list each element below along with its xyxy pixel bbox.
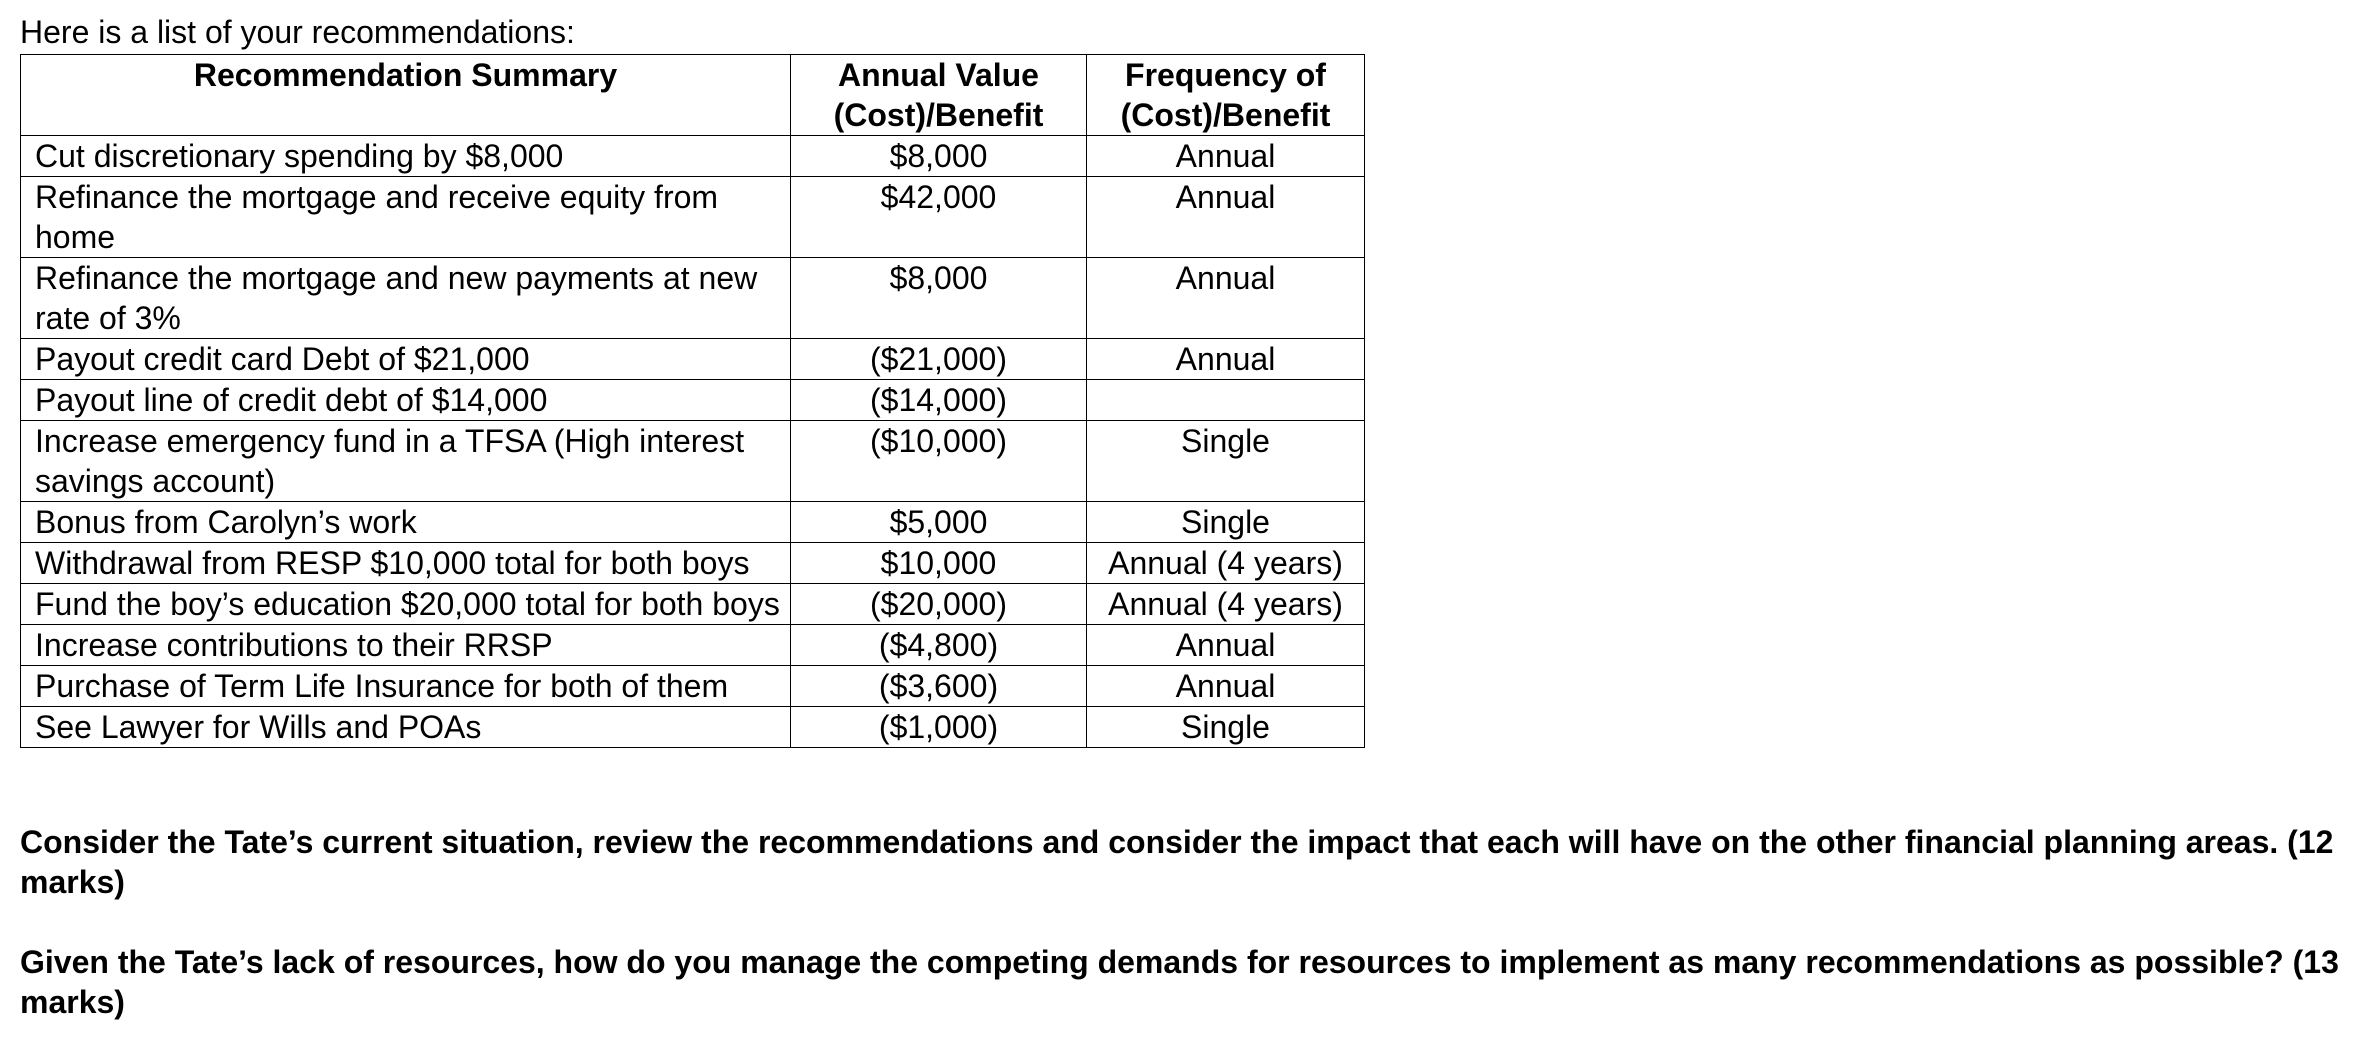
table-row bbox=[21, 136, 1365, 177]
cell-annual-value: $5,000 bbox=[791, 502, 1087, 543]
table-row bbox=[21, 339, 1365, 380]
cell-recommendation: Increase emergency fund in a TFSA (High interest savings account) bbox=[21, 421, 791, 502]
cell-frequency: Annual bbox=[1087, 258, 1365, 339]
cell-frequency: Single bbox=[1087, 707, 1365, 748]
table-row bbox=[21, 177, 1365, 258]
cell-frequency: Annual bbox=[1087, 625, 1365, 666]
cell-recommendation: Bonus from Carolyn’s work bbox=[21, 502, 791, 543]
header-annual-value bbox=[791, 55, 1087, 136]
cell-annual-value: $8,000 bbox=[791, 136, 1087, 177]
cell-frequency: Annual bbox=[1087, 136, 1365, 177]
header-freq-line1: Frequency of bbox=[1125, 57, 1326, 93]
intro-text: Here is a list of your recommendations: bbox=[20, 14, 575, 50]
cell-frequency: Annual (4 years) bbox=[1087, 584, 1365, 625]
cell-annual-value: ($21,000) bbox=[791, 339, 1087, 380]
table-row bbox=[21, 380, 1365, 421]
header-value-line2: (Cost)/Benefit bbox=[833, 97, 1044, 133]
header-freq-line2: (Cost)/Benefit bbox=[1120, 97, 1331, 133]
table-row bbox=[21, 502, 1365, 543]
header-summary-text: Recommendation Summary bbox=[193, 57, 618, 93]
header-value-line1: Annual Value bbox=[838, 57, 1039, 93]
cell-recommendation: Refinance the mortgage and new payments at new rate of 3% bbox=[21, 258, 791, 339]
cell-frequency bbox=[1087, 380, 1365, 421]
table-row bbox=[21, 584, 1365, 625]
cell-recommendation: See Lawyer for Wills and POAs bbox=[21, 707, 791, 748]
cell-recommendation: Fund the boy’s education $20,000 total for both boys bbox=[21, 584, 791, 625]
cell-annual-value: $10,000 bbox=[791, 543, 1087, 584]
cell-recommendation: Refinance the mortgage and receive equity from home bbox=[21, 177, 791, 258]
cell-frequency: Annual bbox=[1087, 177, 1365, 258]
cell-annual-value: ($10,000) bbox=[791, 421, 1087, 502]
cell-recommendation: Withdrawal from RESP $10,000 total for both boys bbox=[21, 543, 791, 584]
cell-annual-value: $8,000 bbox=[791, 258, 1087, 339]
cell-frequency: Annual bbox=[1087, 339, 1365, 380]
cell-annual-value: ($4,800) bbox=[791, 625, 1087, 666]
cell-recommendation: Increase contributions to their RRSP bbox=[21, 625, 791, 666]
cell-recommendation: Payout line of credit debt of $14,000 bbox=[21, 380, 791, 421]
cell-recommendation: Payout credit card Debt of $21,000 bbox=[21, 339, 791, 380]
table-row bbox=[21, 543, 1365, 584]
cell-recommendation: Purchase of Term Life Insurance for both of them bbox=[21, 666, 791, 707]
table-header-row bbox=[21, 55, 1365, 136]
cell-annual-value: $42,000 bbox=[791, 177, 1087, 258]
header-recommendation-summary bbox=[21, 55, 791, 136]
cell-frequency: Single bbox=[1087, 502, 1365, 543]
cell-frequency: Annual bbox=[1087, 666, 1365, 707]
table-body bbox=[21, 136, 1365, 748]
recommendation-table bbox=[20, 54, 1365, 748]
question-1: Consider the Tate’s current situation, review the recommendations and consider the impact that each will have on the other financial planning areas. (12 marks) bbox=[20, 824, 2334, 900]
cell-annual-value: ($1,000) bbox=[791, 707, 1087, 748]
question-2: Given the Tate’s lack of resources, how do you manage the competing demands for resources to implement as many recommendations as possible? (13 marks) bbox=[20, 944, 2339, 1020]
header-frequency bbox=[1087, 55, 1365, 136]
cell-frequency: Annual (4 years) bbox=[1087, 543, 1365, 584]
table-row bbox=[21, 625, 1365, 666]
cell-annual-value: ($20,000) bbox=[791, 584, 1087, 625]
table-row bbox=[21, 666, 1365, 707]
cell-frequency: Single bbox=[1087, 421, 1365, 502]
table-row bbox=[21, 258, 1365, 339]
table-row bbox=[21, 421, 1365, 502]
cell-annual-value: ($14,000) bbox=[791, 380, 1087, 421]
table-row bbox=[21, 707, 1365, 748]
cell-recommendation: Cut discretionary spending by $8,000 bbox=[21, 136, 791, 177]
cell-annual-value: ($3,600) bbox=[791, 666, 1087, 707]
